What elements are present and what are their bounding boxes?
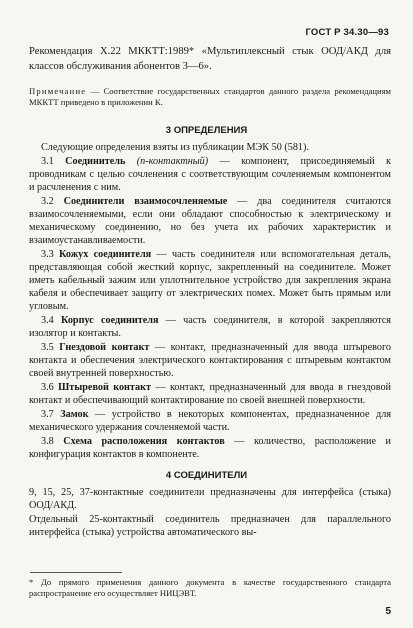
note-label: Примечание <box>29 86 87 96</box>
definition-text: — устройство в некоторых компонентах, предназначенное для механического удержания сочленяемой части. <box>29 409 392 434</box>
section-4-para-2: Отдельный 25-контактный соединитель предназначен для параллельного интерфейса (стыка) устройства автоматического вы- <box>29 514 391 539</box>
definition-3-2 <box>29 195 391 247</box>
footnote-rule <box>30 572 122 573</box>
definition-term: Гнездовой контакт <box>59 342 150 353</box>
definition-3-4 <box>29 314 391 340</box>
definition-number: 3.1 <box>41 156 66 167</box>
definition-text: — контакт, предназначенный для ввода в гнездовой контакт и обеспечивающий контактирование по своей внешней поверхности. <box>29 382 392 407</box>
definition-number: 3.6 <box>41 382 59 393</box>
definition-term-suffix: (n-контактный) <box>125 156 209 167</box>
definition-number: 3.8 <box>41 436 64 447</box>
definition-term: Соединители взаимосочленяемые <box>63 196 228 207</box>
section-3-lead: Следующие определения взяты из публикации МЭК 50 (581). <box>41 142 309 153</box>
section-4-para-1: 9, 15, 25, 37-контактные соединители предназначены для интерфейса (стыка) ООД/АКД. <box>29 487 391 512</box>
definition-number: 3.7 <box>41 409 61 420</box>
note-text: — Соответствие государственных стандартов данного раздела рекомендациям МККТТ приведено в приложении К. <box>29 86 391 107</box>
definition-3-7 <box>29 408 391 434</box>
definition-text: — контакт, предназначенный для ввода штыревого контакта и обеспечения электрического контактирования с штыревым контактом своей внутренней поверхностью. <box>29 342 392 380</box>
definition-number: 3.2 <box>41 196 64 207</box>
definition-3-1 <box>29 155 391 194</box>
definition-text: — часть соединителя, в которой закрепляются изолятор и контакты. <box>29 315 391 340</box>
definition-number: 3.3 <box>41 249 60 260</box>
definition-text: — компонент, присоединяемый к проводникам с целью сочленения с соответствующим сочленяемым компонентом и расчленения с ним. <box>29 156 391 194</box>
definition-number: 3.4 <box>41 315 61 326</box>
definition-text: — количество, расположение и конфигурация контактов в компоненте. <box>29 436 392 461</box>
section-3-title: 3 ОПРЕДЕЛЕНИЯ <box>165 125 248 136</box>
footnote: * До прямого применения данного документа в качестве государственного стандарта распространение его осуществляет НИЦЭВТ. <box>29 577 391 598</box>
intro-paragraph: Рекомендация Х.22 МККТТ:1989* «Мультиплексный стык ООД/АКД для классов обслуживания абонентов 3—6». <box>29 46 391 73</box>
definition-term: Схема расположения контактов <box>63 436 225 447</box>
definition-3-3 <box>29 248 391 313</box>
definition-term: Замок <box>60 409 89 420</box>
definition-term: Соединитель <box>65 156 126 167</box>
definition-text: — два соединителя считаются взаимосочленяемыми, если они обладают способностью к электрическому и механическому соединению, но без учета их рабочих характеристик и взаимоустанавливаемости. <box>29 196 392 247</box>
definition-3-6 <box>29 381 391 407</box>
definition-3-8 <box>29 435 391 461</box>
definition-number: 3.5 <box>41 342 60 353</box>
section-4-title: 4 СОЕДИНИТЕЛИ <box>165 470 248 481</box>
definition-term: Корпус соединителя <box>60 315 159 326</box>
document-code: ГОСТ Р 34.30—93 <box>305 27 389 38</box>
definition-3-5 <box>29 341 391 380</box>
definition-term: Штыревой контакт <box>58 382 152 393</box>
definition-term: Кожух соединителя <box>59 249 152 260</box>
definition-text: — часть соединителя или вспомогательная деталь, представляющая собой жесткий корпус, закрепленный на соединителе. Может иметь кабельный зажим или уплотнительное устройство для закрепления экрана кабеля и обеспечивает защиту от электрических помех. Может быть прямым или угловым. <box>29 249 392 313</box>
intro-note <box>29 86 391 108</box>
page-number: 5 <box>385 606 391 617</box>
